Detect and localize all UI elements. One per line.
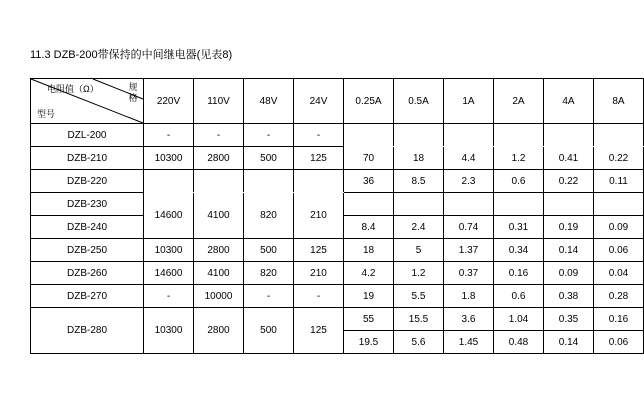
row-current-0-25a: 18: [344, 239, 394, 262]
row-voltage-48v: [244, 170, 294, 193]
row-voltage-24v: -: [294, 124, 344, 147]
header-model-label: 型号: [37, 109, 56, 119]
row-current-2a: 0.16: [494, 262, 544, 285]
row-current-1a: 1.45: [444, 331, 494, 354]
row-current-0-25a: [344, 193, 394, 216]
table-row: [31, 193, 644, 216]
row-current-4a: 0.41: [544, 147, 594, 170]
row-voltage-24v: 125: [294, 147, 344, 170]
row-current-0-25a: 36: [344, 170, 394, 193]
row-model: DZB-210: [31, 147, 144, 170]
row-current-2a: 1.2: [494, 147, 544, 170]
row-current-2a: 0.6: [494, 170, 544, 193]
row-current-2a: [494, 124, 544, 147]
row-voltage-110v: 4100: [194, 193, 244, 239]
row-voltage-48v: -: [244, 285, 294, 308]
row-current-1a: 2.3: [444, 170, 494, 193]
row-voltage-48v: 500: [244, 239, 294, 262]
row-voltage-24v: [294, 170, 344, 193]
row-current-4a: 0.22: [544, 170, 594, 193]
row-voltage-48v: 500: [244, 147, 294, 170]
row-current-8a: 0.09: [594, 216, 644, 239]
table-row: [31, 170, 644, 193]
row-model: DZB-270: [31, 285, 144, 308]
row-voltage-24v: 125: [294, 239, 344, 262]
row-current-0-5a: 5: [394, 239, 444, 262]
row-current-0-25a: 19.5: [344, 331, 394, 354]
table-row: [31, 124, 644, 147]
row-current-0-25a: 19: [344, 285, 394, 308]
row-current-0-5a: [394, 124, 444, 147]
row-current-8a: 0.04: [594, 262, 644, 285]
row-current-8a: [594, 193, 644, 216]
header-current-2a: 2A: [494, 79, 544, 124]
row-current-4a: 0.38: [544, 285, 594, 308]
header-resistance-label: 电阻值（Ω）: [47, 84, 99, 94]
row-current-4a: 0.14: [544, 331, 594, 354]
row-current-8a: 0.16: [594, 308, 644, 331]
row-voltage-24v: 210: [294, 262, 344, 285]
row-current-0-25a: 70: [344, 147, 394, 170]
row-current-1a: 1.37: [444, 239, 494, 262]
row-current-2a: 1.04: [494, 308, 544, 331]
row-current-8a: 0.06: [594, 331, 644, 354]
header-voltage-48v: 48V: [244, 79, 294, 124]
row-current-0-5a: 15.5: [394, 308, 444, 331]
row-voltage-220v: 10300: [144, 308, 194, 354]
row-current-4a: 0.14: [544, 239, 594, 262]
row-voltage-220v: 10300: [144, 147, 194, 170]
row-voltage-110v: 4100: [194, 262, 244, 285]
row-current-0-5a: 1.2: [394, 262, 444, 285]
table-row: [31, 239, 644, 262]
row-current-1a: 3.6: [444, 308, 494, 331]
row-current-0-5a: 18: [394, 147, 444, 170]
row-current-0-25a: 55: [344, 308, 394, 331]
row-voltage-110v: 10000: [194, 285, 244, 308]
row-voltage-48v: -: [244, 124, 294, 147]
header-current-1a: 1A: [444, 79, 494, 124]
header-voltage-110v: 110V: [194, 79, 244, 124]
table-row: [31, 308, 644, 331]
table-row: [31, 262, 644, 285]
row-current-0-5a: 5.6: [394, 331, 444, 354]
row-voltage-48v: 500: [244, 308, 294, 354]
row-model: DZB-240: [31, 216, 144, 239]
row-voltage-110v: 2800: [194, 308, 244, 354]
row-current-2a: 0.31: [494, 216, 544, 239]
row-current-2a: 0.6: [494, 285, 544, 308]
row-voltage-48v: 820: [244, 193, 294, 239]
row-voltage-110v: [194, 170, 244, 193]
table-row: [31, 147, 644, 170]
row-voltage-24v: 125: [294, 308, 344, 354]
row-current-0-5a: 8.5: [394, 170, 444, 193]
row-current-0-5a: 5.5: [394, 285, 444, 308]
row-current-1a: 1.8: [444, 285, 494, 308]
page-title: 11.3 DZB-200带保持的中间继电器(见表8): [30, 49, 233, 61]
row-voltage-220v: 14600: [144, 193, 194, 239]
row-voltage-24v: -: [294, 285, 344, 308]
row-voltage-48v: 820: [244, 262, 294, 285]
row-voltage-110v: 2800: [194, 239, 244, 262]
row-voltage-24v: 210: [294, 193, 344, 239]
row-current-4a: 0.19: [544, 216, 594, 239]
row-current-1a: 4.4: [444, 147, 494, 170]
row-current-2a: [494, 193, 544, 216]
row-current-1a: [444, 193, 494, 216]
row-current-8a: 0.11: [594, 170, 644, 193]
header-current-0-25a: 0.25A: [344, 79, 394, 124]
row-model: DZB-260: [31, 262, 144, 285]
row-current-4a: 0.09: [544, 262, 594, 285]
header-current-8a: 8A: [594, 79, 644, 124]
row-current-0-25a: 4.2: [344, 262, 394, 285]
header-current-0-5a: 0.5A: [394, 79, 444, 124]
row-voltage-220v: 10300: [144, 239, 194, 262]
row-current-8a: 0.06: [594, 239, 644, 262]
header-spec-label: 规格: [128, 82, 138, 103]
row-current-4a: [544, 193, 594, 216]
row-model: DZB-280: [31, 308, 144, 354]
row-model: DZL-200: [31, 124, 144, 147]
row-current-4a: [544, 124, 594, 147]
header-current-4a: 4A: [544, 79, 594, 124]
row-current-2a: 0.48: [494, 331, 544, 354]
header-voltage-24v: 24V: [294, 79, 344, 124]
row-current-1a: [444, 124, 494, 147]
row-model: DZB-220: [31, 170, 144, 193]
row-voltage-220v: -: [144, 285, 194, 308]
row-voltage-220v: 14600: [144, 262, 194, 285]
row-current-1a: 0.74: [444, 216, 494, 239]
header-corner-cell: [31, 79, 144, 124]
row-current-0-25a: 8.4: [344, 216, 394, 239]
specification-table: [30, 78, 644, 354]
row-current-2a: 0.34: [494, 239, 544, 262]
row-voltage-110v: 2800: [194, 147, 244, 170]
row-current-4a: 0.35: [544, 308, 594, 331]
row-current-0-5a: 2.4: [394, 216, 444, 239]
row-voltage-110v: -: [194, 124, 244, 147]
row-current-8a: 0.28: [594, 285, 644, 308]
row-current-8a: [594, 124, 644, 147]
row-current-1a: 0.37: [444, 262, 494, 285]
row-voltage-220v: [144, 170, 194, 193]
row-current-0-5a: [394, 193, 444, 216]
row-current-8a: 0.22: [594, 147, 644, 170]
row-model: DZB-250: [31, 239, 144, 262]
table-row: [31, 285, 644, 308]
row-current-0-25a: [344, 124, 394, 147]
row-voltage-220v: -: [144, 124, 194, 147]
header-voltage-220v: 220V: [144, 79, 194, 124]
row-model: DZB-230: [31, 193, 144, 216]
